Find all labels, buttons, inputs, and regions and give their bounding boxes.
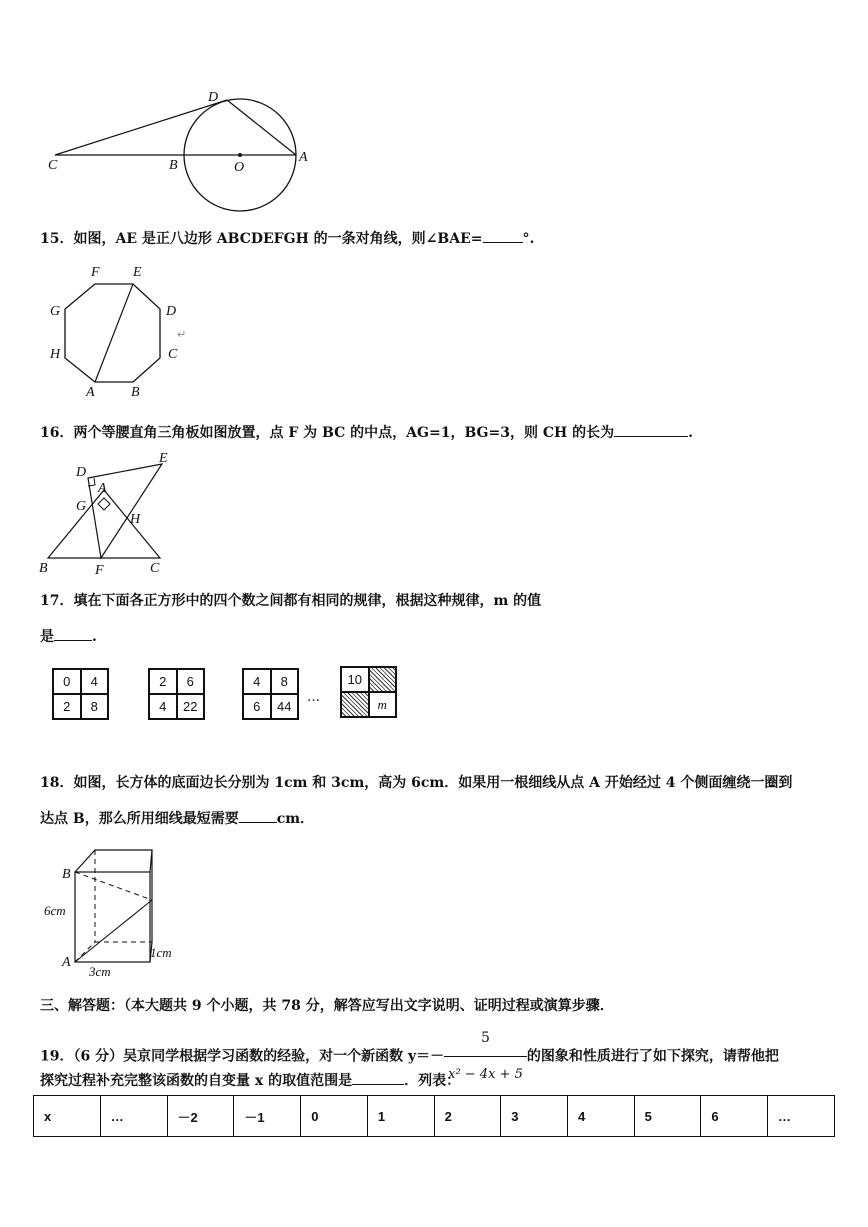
- question-19-line2: [40, 1070, 460, 1090]
- label-a: A: [98, 481, 107, 496]
- label-height: 6cm: [44, 903, 66, 918]
- label-a: A: [299, 150, 308, 165]
- q18-line2-suffix: cm．: [276, 811, 315, 827]
- q15-answer-blank: [483, 228, 523, 243]
- segment-cd: [55, 100, 227, 155]
- square2-br: 22: [177, 694, 205, 719]
- return-mark: ↵: [177, 328, 187, 341]
- table-cell: －2: [167, 1096, 234, 1137]
- label-c: C: [48, 158, 58, 173]
- table-cell: x: [34, 1096, 101, 1137]
- q15-text: 15．如图，AE 是正八边形 ABCDEFGH 的一条对角线，则∠BAE=: [40, 231, 483, 247]
- square4-br: m: [369, 692, 397, 717]
- q19-prefix: 19．（6 分）吴京同学根据学习函数的经验，对一个新函数 y＝－: [40, 1048, 445, 1065]
- thread-path-a: [75, 900, 152, 962]
- label-o: O: [234, 160, 245, 175]
- question-18-line2: [40, 808, 314, 828]
- table-cell: 1: [367, 1096, 434, 1137]
- label-length: 3cm: [89, 964, 111, 979]
- q19-answer-blank: [352, 1070, 404, 1085]
- square3-bl: 6: [243, 694, 271, 719]
- table-cell: …: [100, 1096, 167, 1137]
- fraction-numerator: 5: [444, 1020, 527, 1057]
- number-square-1: [52, 668, 109, 720]
- label-g: G: [76, 499, 87, 514]
- q18-line1: 18．如图，长方体的底面边长分别为 1cm 和 3cm，高为 6cm．如果用一根细线从点 A 开始经过 4 个侧面缠绕一圈到: [40, 775, 793, 791]
- right-angle-a: [98, 498, 110, 510]
- table-cell: 4: [567, 1096, 634, 1137]
- square3-br: 44: [271, 694, 299, 719]
- q16-text: 16．两个等腰直角三角板如图放置，点 F 为 BC 的中点，AG=1，BG=3，则 CH 的长为: [40, 425, 615, 441]
- q19-line2-prefix: 探究过程补充完整该函数的自变量 x 的取值范围是: [40, 1073, 353, 1089]
- table-cell: 0: [301, 1096, 368, 1137]
- label-width: 1cm: [150, 945, 172, 960]
- triangle-abc: [48, 490, 160, 558]
- table-cell: 5: [634, 1096, 701, 1137]
- q15-suffix: °.: [522, 231, 535, 247]
- square1-tl: 0: [53, 669, 81, 694]
- label-g: G: [50, 304, 61, 319]
- label-c: C: [150, 561, 160, 576]
- square2-tl: 2: [149, 669, 177, 694]
- fraction-denominator: x² − 4x + 5: [448, 1067, 523, 1082]
- octagon-figure: [40, 258, 200, 403]
- center-point: [238, 153, 242, 157]
- number-square-4: [340, 666, 397, 718]
- label-b: B: [131, 385, 140, 400]
- question-17-line1: [40, 592, 541, 610]
- segment-da: [227, 100, 296, 155]
- table-row: [34, 1096, 835, 1137]
- diagonal-ae: [95, 284, 133, 382]
- label-b: B: [62, 867, 71, 882]
- label-f: F: [91, 265, 100, 280]
- square4-tl: 10: [341, 667, 369, 692]
- label-e: E: [159, 451, 168, 466]
- q17-line2-prefix: 是: [40, 629, 54, 645]
- table-cell: －1: [234, 1096, 301, 1137]
- label-h: H: [50, 347, 61, 362]
- label-c: C: [168, 347, 178, 362]
- triangle-def: [88, 464, 162, 558]
- square4-bl-hatched: [341, 692, 369, 717]
- question-16: [40, 422, 693, 442]
- square1-tr: 4: [81, 669, 109, 694]
- circle-tangent-figure: [40, 85, 330, 220]
- label-h: H: [130, 512, 141, 527]
- label-a: A: [62, 955, 71, 970]
- q18-line2-prefix: 达点 B，那么所用细线最短需要: [40, 811, 239, 827]
- label-b: B: [39, 561, 48, 576]
- number-square-2: [148, 668, 205, 720]
- question-17-line2: [40, 626, 97, 646]
- table-cell: 2: [434, 1096, 501, 1137]
- square1-br: 8: [81, 694, 109, 719]
- q19-suffix: 的图象和性质进行了如下探究，请帮他把: [526, 1048, 779, 1065]
- question-18-line1: [40, 774, 792, 792]
- q17-line2-suffix: .: [92, 629, 97, 645]
- section-3-heading: 三、解答题：（本大题共 9 个小题，共 78 分，解答应写出文字说明、证明过程或演算步骤．: [40, 998, 614, 1014]
- question-15: [40, 228, 534, 248]
- q19-line2-suffix: ．列表：: [404, 1073, 461, 1089]
- square4-tr-hatched: [369, 667, 397, 692]
- q16-answer-blank: [614, 422, 688, 437]
- thread-path-b: [75, 872, 152, 900]
- q16-suffix: .: [688, 425, 693, 441]
- squares-ellipsis: …: [307, 690, 320, 705]
- q17-line1: 17．填在下面各正方形中的四个数之间都有相同的规律，根据这种规律，m 的值: [40, 593, 542, 609]
- square2-bl: 4: [149, 694, 177, 719]
- label-b: B: [169, 158, 178, 173]
- square3-tl: 4: [243, 669, 271, 694]
- label-d: D: [166, 304, 177, 319]
- label-f: F: [95, 563, 104, 578]
- cuboid-figure: [40, 840, 190, 985]
- label-a: A: [86, 385, 95, 400]
- table-cell: 6: [701, 1096, 768, 1137]
- table-cell: …: [768, 1096, 835, 1137]
- table-cell: 3: [501, 1096, 568, 1137]
- q18-answer-blank: [239, 808, 277, 823]
- q17-answer-blank: [54, 626, 92, 641]
- square3-tr: 8: [271, 669, 299, 694]
- square2-tr: 6: [177, 669, 205, 694]
- label-d: D: [208, 90, 219, 105]
- label-e: E: [133, 265, 142, 280]
- cuboid-top-face: [75, 850, 152, 872]
- value-table: [33, 1095, 835, 1137]
- number-square-3: [242, 668, 299, 720]
- triangles-figure: [36, 448, 186, 578]
- label-d: D: [76, 465, 87, 480]
- octagon: [65, 284, 160, 382]
- square1-bl: 2: [53, 694, 81, 719]
